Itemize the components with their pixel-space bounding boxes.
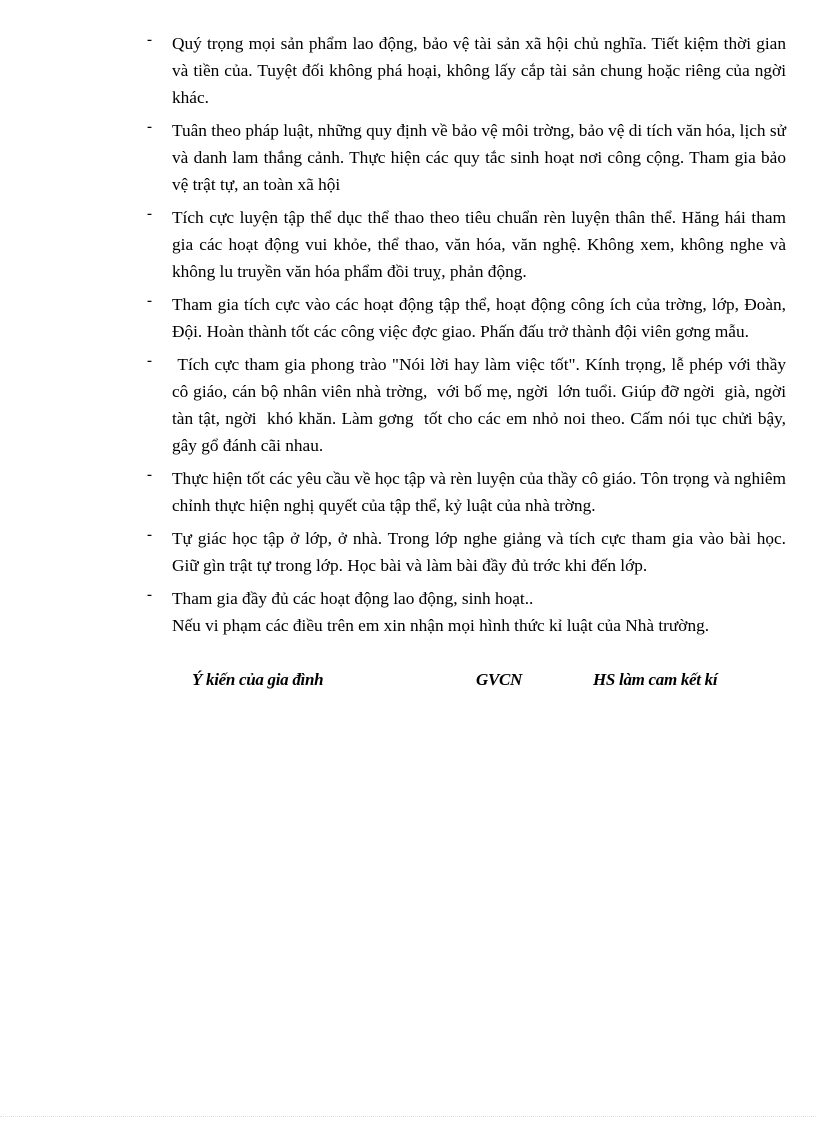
commitment-list <box>146 30 795 645</box>
list-item <box>146 465 786 519</box>
signature-row <box>192 670 792 694</box>
student-signature-label: HS làm cam kết kí <box>593 670 718 689</box>
list-item <box>146 30 786 111</box>
list-item-text: Tuân theo pháp luật, những quy định về bảo vệ môi trờng, bảo vệ di tích văn hóa, lịch sử và danh lam thắng cảnh. Thực hiện các quy tắc sinh hoạt nơi công cộng. Tham gia bảo vệ trật tự, an toàn xã hội <box>172 121 786 194</box>
bullet-marker: - <box>147 353 152 369</box>
list-item-text: Tham gia đầy đủ các hoạt động lao động, sinh hoạt.. <box>172 589 534 608</box>
bullet-marker: - <box>147 587 152 603</box>
list-item <box>146 351 795 459</box>
list-item-text: Tự giác học tập ở lớp, ở nhà. Trong lớp nghe giảng và tích cực tham gia vào bài học. Giữ gìn trật tự trong lớp. Học bài và làm bài đầy đủ trớc khi đến lớp. <box>172 529 786 575</box>
list-item-text: Thực hiện tốt các yêu cầu về học tập và rèn luyện của thầy cô giáo. Tôn trọng và nghiêm chỉnh thực hiện nghị quyết của tập thể, kỷ luật của nhà trờng. <box>172 469 786 515</box>
family-signature-label: Ý kiến của gia đình <box>192 670 324 689</box>
bullet-marker: - <box>147 119 152 135</box>
list-item-text: Quý trọng mọi sản phẩm lao động, bảo vệ tài sản xã hội chủ nghĩa. Tiết kiệm thời gian và tiền của. Tuyệt đối không phá hoại, không lấy cắp tài sản chung hoặc riêng của ngời khác. <box>172 34 786 107</box>
list-item <box>146 291 786 345</box>
closing-statement: Nếu vi phạm các điều trên em xin nhận mọi hình thức kỉ luật của Nhà trường. <box>172 616 710 635</box>
bullet-marker: - <box>147 32 152 48</box>
bullet-marker: - <box>147 206 152 222</box>
bullet-marker: - <box>147 293 152 309</box>
list-item-text: Tích cực tham gia phong trào "Nói lời hay làm việc tốt". Kính trọng, lễ phép với thầy cô giáo, cán bộ nhân viên nhà trờng, với bố mẹ, ngời lớn tuổi. Giúp đỡ ngời già, ngời tàn tật, ngời khó khăn. Làm gơng tốt cho các em nhỏ noi theo. Cấm nói tục chửi bậy, gây gổ đánh cãi nhau. <box>172 355 795 455</box>
teacher-signature-label: GVCN <box>476 670 523 689</box>
list-item-text: Tham gia tích cực vào các hoạt động tập thể, hoạt động công ích của trờng, lớp, Đoàn, Đội. Hoàn thành tốt các công việc đợc giao. Phấn đấu trở thành đội viên gơng mẫu. <box>172 295 786 341</box>
page-bottom-divider <box>0 1116 816 1117</box>
list-item <box>146 204 786 285</box>
list-item-text: Tích cực luyện tập thể dục thể thao theo tiêu chuẩn rèn luyện thân thể. Hăng hái tham gia các hoạt động vui khỏe, thể thao, văn hóa, văn nghệ. Không xem, không nghe và không lu truyền văn hóa phẩm đồi truỵ, phản động. <box>172 208 786 281</box>
list-item <box>146 117 786 198</box>
list-item <box>146 585 786 639</box>
bullet-marker: - <box>147 467 152 483</box>
list-item <box>146 525 786 579</box>
bullet-marker: - <box>147 527 152 543</box>
